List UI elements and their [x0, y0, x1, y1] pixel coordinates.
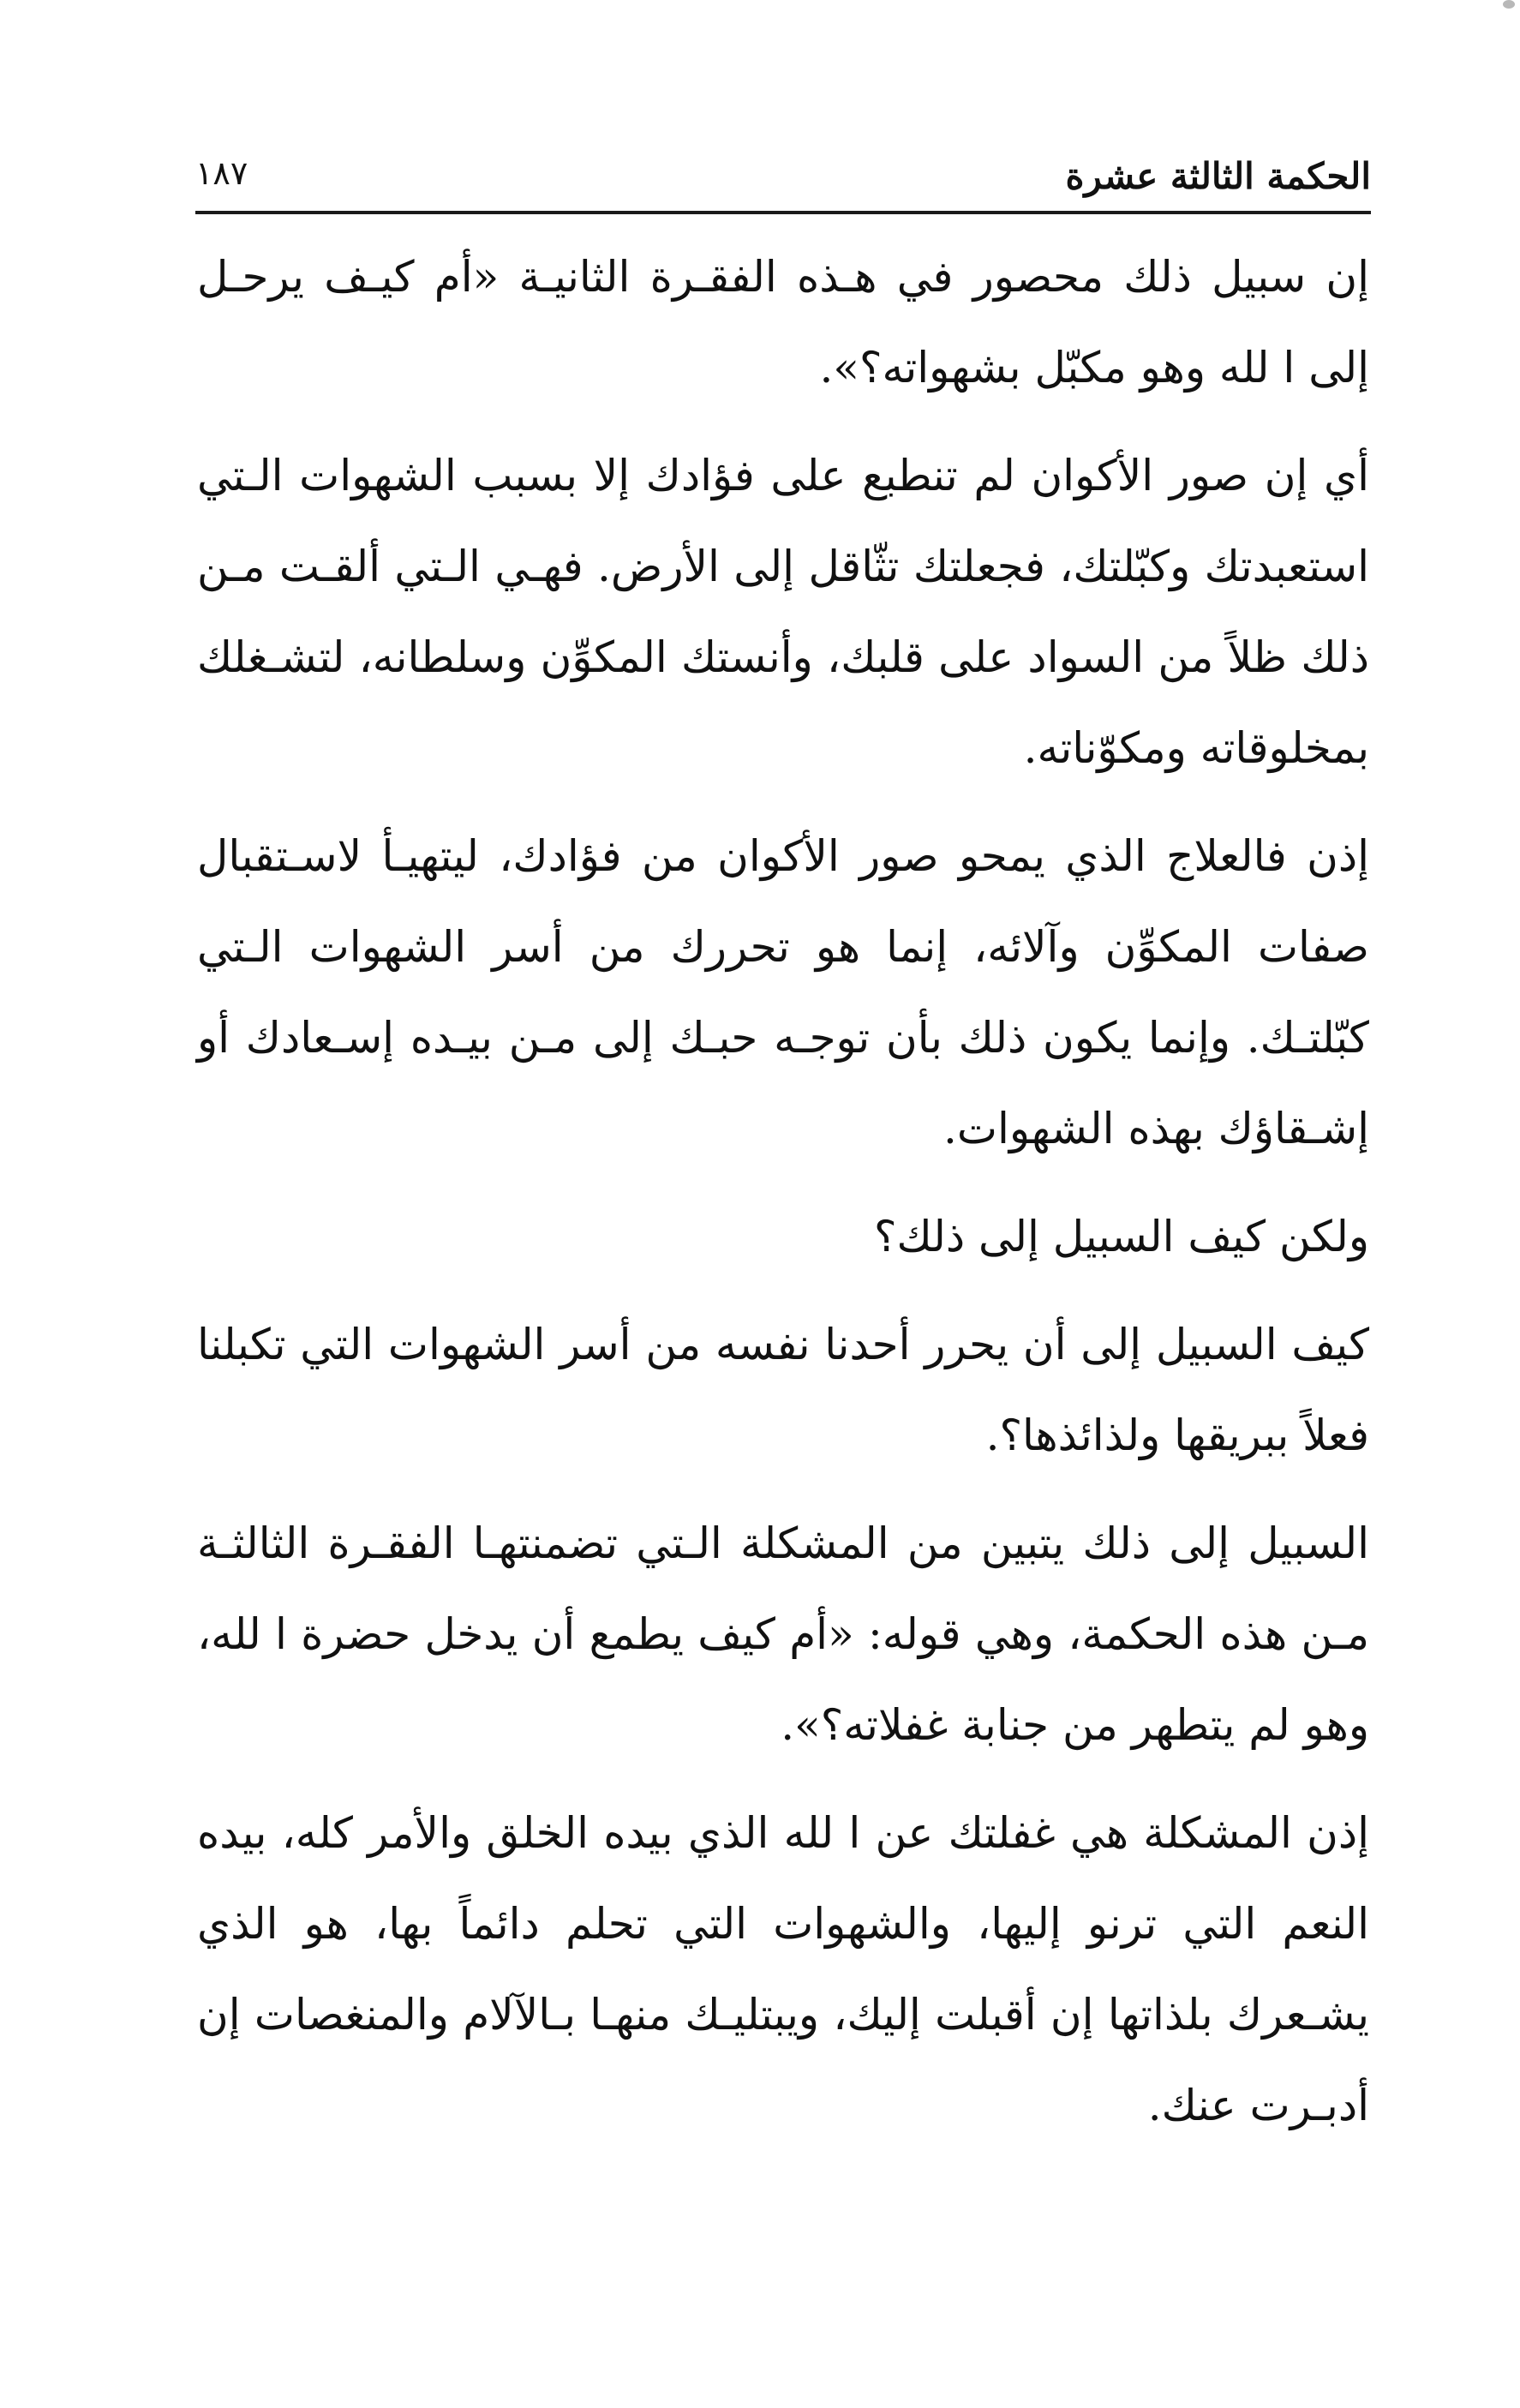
chapter-title: الحكمة الثالثة عشرة — [1065, 155, 1371, 197]
header-rule — [195, 211, 1371, 214]
paragraph-5: كيف السبيل إلى أن يحرر أحدنا نفسه من أسر الشهوات التي تكبلنا فعلاً ببريقها ولذائذها؟. — [197, 1320, 1369, 1460]
running-header — [195, 137, 1371, 204]
paragraph-4: ولكن كيف السبيل إلى ذلك؟ — [873, 1212, 1369, 1261]
page-number: ١٨٧ — [195, 154, 248, 192]
paragraph-1: إن سبيل ذلك محصور في هـذه الفقـرة الثانيـة «أم كيـف يرحـل إلى ا لله وهو مكبّل بشهواته؟». — [197, 252, 1369, 392]
scan-mark — [1503, 0, 1515, 9]
body-text — [197, 231, 1369, 2168]
paragraph-3: إذن فالعلاج الذي يمحو صور الأكوان من فؤادك، ليتهيـأ لاسـتقبال صفات المكوِّن وآلائه، إنما هو تحررك من أسر الشهوات الـتي كبّلتـك. وإنما يكون ذلك بأن توجـه حبـك إلى مـن بيـده إسـعادك أو إشـقاؤك بهذه الشهوات. — [197, 831, 1369, 1153]
paragraph-6: السبيل إلى ذلك يتبين من المشكلة الـتي تضمنتهـا الفقـرة الثالثـة مـن هذه الحكمة، وهي قوله: «أم كيف يطمع أن يدخل حضرة ا لله، وهو لم يتطهر من جنابة غفلاته؟». — [197, 1518, 1369, 1750]
paragraph-2: أي إن صور الأكوان لم تنطبع على فؤادك إلا بسبب الشهوات الـتي استعبدتك وكبّلتك، فجعلتك تثّاقل إلى الأرض. فهـي الـتي ألقـت مـن ذلك ظلاً من السواد على قلبك، وأنستك المكوِّن وسلطانه، لتشـغلك بمخلوقاته ومكوّناته. — [197, 451, 1369, 773]
paragraph-7: إذن المشكلة هي غفلتك عن ا لله الذي بيده الخلق والأمر كله، بيده النعم التي ترنو إليها، والشهوات التي تحلم دائماً بها، هو الذي يشـعرك بلذاتها إن أقبلت إليك، ويبتليـك منهـا بـالآلام والمنغصات إن أدبـرت عنك. — [197, 1808, 1369, 2130]
